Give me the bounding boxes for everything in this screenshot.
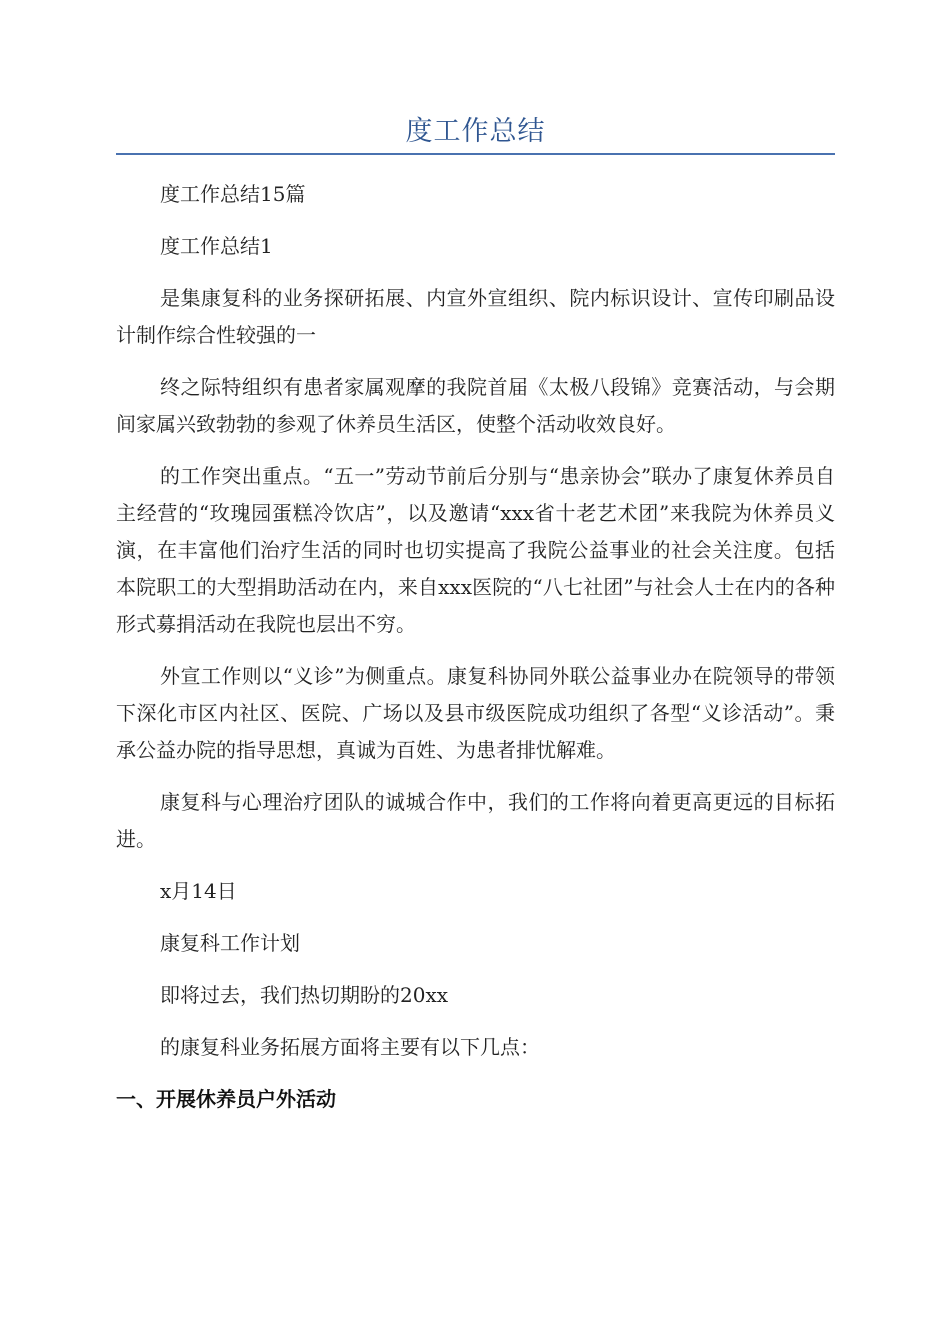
paragraph-plan-title: 康复科工作计划 <box>160 931 300 955</box>
paragraph-external-publicity: 外宣工作则以“义诊”为侧重点。康复科协同外联公益事业办在院领导的带领下深化市区内社区、医院、广场以及县市级医院成功组织了各型“义诊活动”。秉承公益办院的指导思想，真诚为百姓、为患者排忧解难。 <box>116 664 835 762</box>
paragraph-competition: 终之际特组织有患者家属观摩的我院首届《太极八段锦》竞赛活动，与会期间家属兴致勃勃的参观了休养员生活区，使整个活动收效良好。 <box>116 375 835 436</box>
paragraph-intro: 是集康复科的业务探研拓展、内宣外宣组织、院内标识设计、宣传印刷品设计制作综合性较强的一 <box>116 286 835 347</box>
section-heading: 一、开展休养员户外活动 <box>116 1087 336 1111</box>
paragraph-date: x月14日 <box>160 879 237 903</box>
title-underline <box>116 153 835 155</box>
paragraph-cooperation: 康复科与心理治疗团队的诚城合作中，我们的工作将向着更高更远的目标拓进。 <box>116 790 835 851</box>
paragraph-work-focus: 的工作突出重点。“五一”劳动节前后分别与“患亲协会”联办了康复休养员自主经营的“玫瑰园蛋糕冷饮店”，以及邀请“xxx省十老艺术团”来我院为休养员义演，在丰富他们治疗生活的同时也切实提高了我院公益事业的社会关注度。包括本院职工的大型捐助活动在内，来自xxx医院的“八七社团”与社会人士在内的各种形式募捐活动在我院也层出不穷。 <box>116 464 835 636</box>
paragraph-section-label: 度工作总结1 <box>160 234 273 258</box>
document-title: 度工作总结 <box>405 116 546 147</box>
paragraph-coming-year: 即将过去，我们热切期盼的20xx <box>160 983 449 1007</box>
document-body <box>116 176 835 1118</box>
paragraph-subtitle-count: 度工作总结15篇 <box>160 182 306 206</box>
paragraph-key-points: 的康复科业务拓展方面将主要有以下几点： <box>160 1035 540 1059</box>
